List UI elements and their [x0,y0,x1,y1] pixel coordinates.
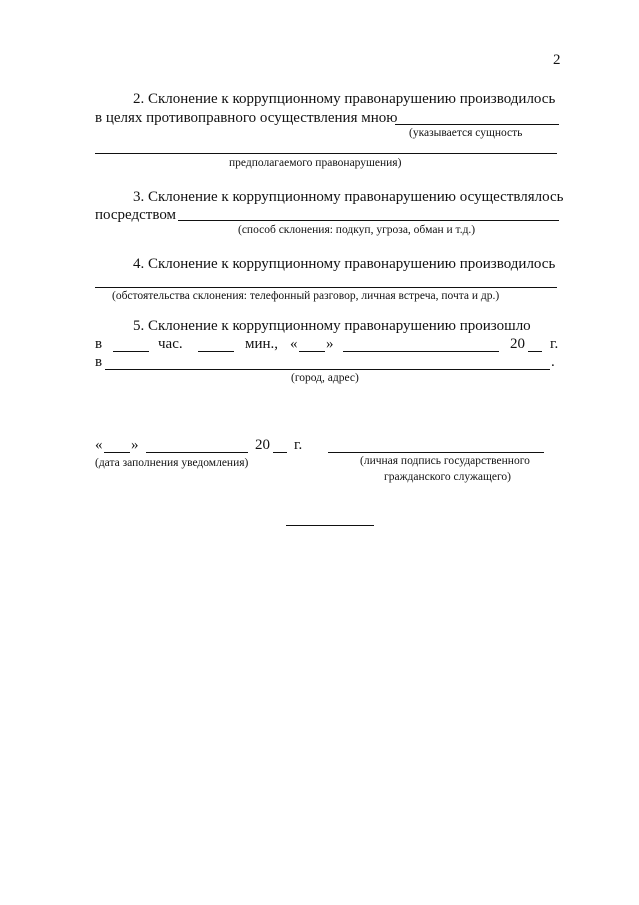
item5-minutes-label: мин., [245,336,279,352]
item5-place-blank [105,369,550,370]
item5-line1: 5. Склонение к коррупционному правонарушению произошло [133,318,531,334]
item5-place-prefix: в [95,354,103,370]
item3-blank-line [178,220,559,221]
end-divider [286,525,374,526]
item3-note: (способ склонения: подкуп, угроза, обман и т.д.) [238,224,476,236]
signature-note-line1: (личная подпись государственного [360,455,530,467]
item5-year-prefix: 20 [510,336,525,352]
item2-blank-line-2 [95,153,557,154]
item2-note2: предполагаемого правонарушения) [229,157,402,169]
item2-line1: 2. Склонение к коррупционному правонарушению производилось [133,91,556,107]
page-number: 2 [553,52,561,68]
item5-year-suffix: г. [550,336,559,352]
item4-line1: 4. Склонение к коррупционному правонарушению производилось [133,256,556,272]
item5-year-blank [528,351,542,352]
item5-hours-label: час. [158,336,183,352]
item5-day-quote-close: » [326,336,334,352]
signature-note-line2: гражданского служащего) [384,471,511,483]
item4-blank-line [95,287,557,288]
item5-day-blank [299,351,325,352]
sign-date-quote-open: « [95,437,103,453]
item5-month-blank [343,351,499,352]
item2-line2: в целях противоправного осуществления мною [95,110,398,126]
sign-date-note: (дата заполнения уведомления) [95,457,249,469]
sign-date-year-suffix: г. [294,437,303,453]
item3-line2: посредством [95,207,177,223]
item5-place-end: . [551,354,555,370]
item5-day-quote-open: « [290,336,298,352]
item5-minutes-blank [198,351,234,352]
item3-line1: 3. Склонение к коррупционному правонарушению осуществлялось [133,189,564,205]
sign-date-month-blank [146,452,248,453]
item4-note: (обстоятельства склонения: телефонный разговор, личная встреча, почта и др.) [112,290,500,302]
item2-note1: (указывается сущность [409,127,523,139]
sign-date-quote-close: » [131,437,139,453]
sign-date-year-blank [273,452,287,453]
item5-prefix-v: в [95,336,103,352]
item5-note: (город, адрес) [291,372,359,384]
item5-hours-blank [113,351,149,352]
item2-blank-line-1 [395,124,559,125]
signature-blank [328,452,544,453]
sign-date-day-blank [104,452,130,453]
sign-date-year-prefix: 20 [255,437,270,453]
